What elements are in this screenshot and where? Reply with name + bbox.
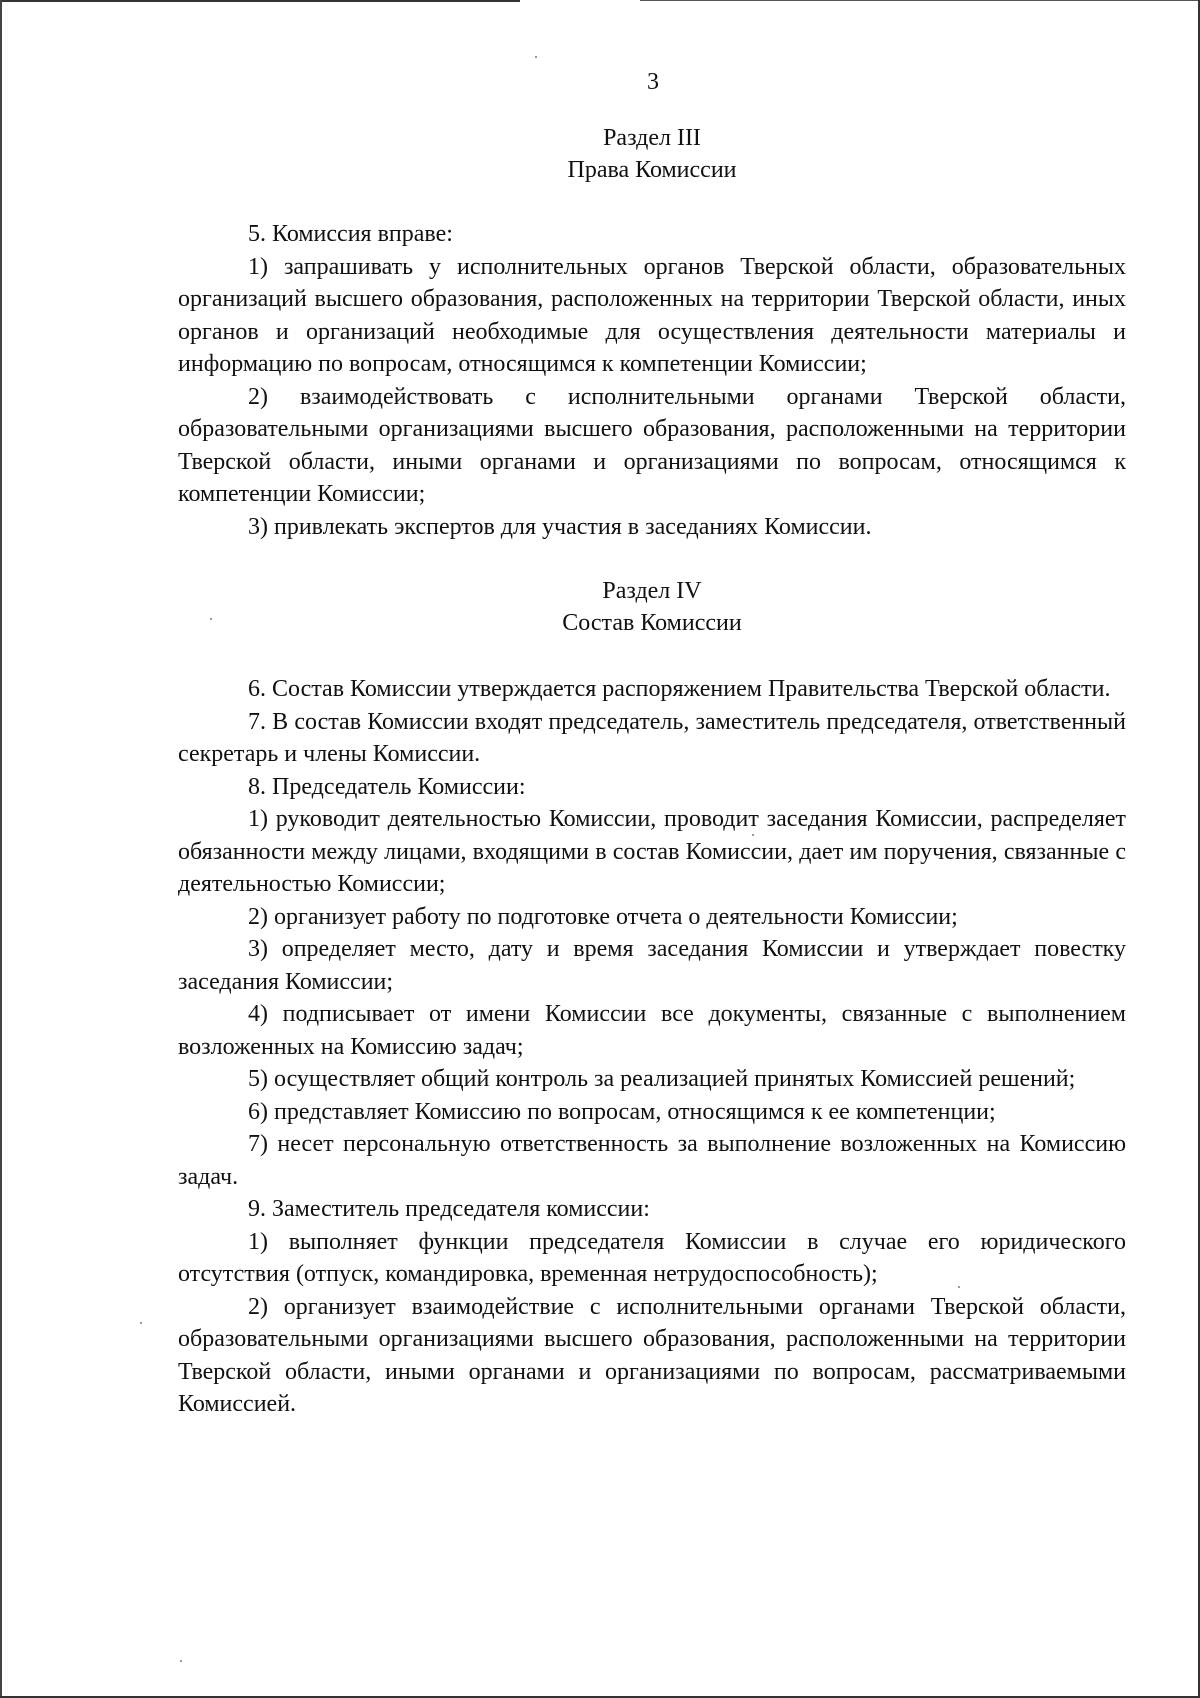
- document-page: [178, 66, 1126, 1421]
- section-3-heading: Раздел III: [603, 125, 701, 151]
- section-4-heading: Раздел IV: [602, 578, 702, 604]
- page-number: 3: [647, 69, 659, 95]
- paragraph: 4) подписывает от имени Комиссии все документы, связанные с выполнением возложенных на Комиссию задач;: [178, 1001, 1126, 1060]
- paragraph: 9. Заместитель председателя комиссии:: [248, 1196, 650, 1222]
- paragraph: 3) определяет место, дату и время заседания Комиссии и утверждает повестку заседания Комиссии;: [178, 936, 1126, 995]
- paragraph: 2) организует взаимодействие с исполнительными органами Тверской области, образовательными организациями высшего образования, расположенными на территории Тверской области, иными органами и организациями по вопросам, рассматриваемыми Комиссией.: [178, 1293, 1126, 1417]
- paragraph: 2) взаимодействовать с исполнительными органами Тверской области, образовательными организациями высшего образования, расположенными на территории Тверской области, иными органами и организациями по вопросам, относящимся к компетенции Комиссии;: [178, 383, 1126, 507]
- paragraph: 1) выполняет функции председателя Комиссии в случае его юридического отсутствия (отпуск, командировка, временная нетрудоспособность);: [178, 1228, 1126, 1287]
- section-3-title: Права Комиссии: [567, 157, 737, 183]
- paragraph: 8. Председатель Комиссии:: [248, 773, 526, 800]
- scan-edge-top-right: [640, 0, 1200, 1]
- paragraph: 7. В состав Комиссии входят председатель, заместитель председателя, ответственный секретарь и члены Комиссии.: [178, 708, 1126, 767]
- scan-speck: [140, 1322, 142, 1324]
- paragraph: 1) руководит деятельностью Комиссии, проводит заседания Комиссии, распределяет обязанности между лицами, входящими в состав Комиссии, дает им поручения, связанные с деятельностью Комиссии;: [178, 806, 1126, 897]
- paragraph: 6. Состав Комиссии утверждается распоряжением Правительства Тверской области.: [248, 676, 1111, 702]
- section-3-body: [178, 218, 1126, 543]
- paragraph: 3) привлекать экспертов для участия в заседаниях Комиссии.: [248, 513, 872, 540]
- scan-speck: [535, 56, 537, 58]
- paragraph: 5) осуществляет общий контроль за реализацией принятых Комиссией решений;: [248, 1066, 1076, 1092]
- paragraph: 1) запрашивать у исполнительных органов Тверской области, образовательных организаций высшего образования, расположенных на территории Тверской области, иных органов и организаций необходимые для осуществления деятельности материалы и информацию по вопросам, относящимся к компетенции Комиссии;: [178, 253, 1126, 377]
- section-4-title: Состав Комиссии: [562, 610, 742, 636]
- paragraph: 2) организует работу по подготовке отчета о деятельности Комиссии;: [248, 903, 958, 930]
- scan-edge-left: [0, 0, 2, 1698]
- section-4-body: [178, 673, 1126, 1421]
- paragraph: 7) несет персональную ответственность за выполнение возложенных на Комиссию задач.: [178, 1131, 1126, 1190]
- paragraph: 5. Комиссия вправе:: [248, 221, 453, 247]
- scan-speck: [180, 1660, 182, 1662]
- scan-edge-top: [0, 0, 520, 2]
- paragraph: 6) представляет Комиссию по вопросам, относящимся к ее компетенции;: [248, 1098, 996, 1125]
